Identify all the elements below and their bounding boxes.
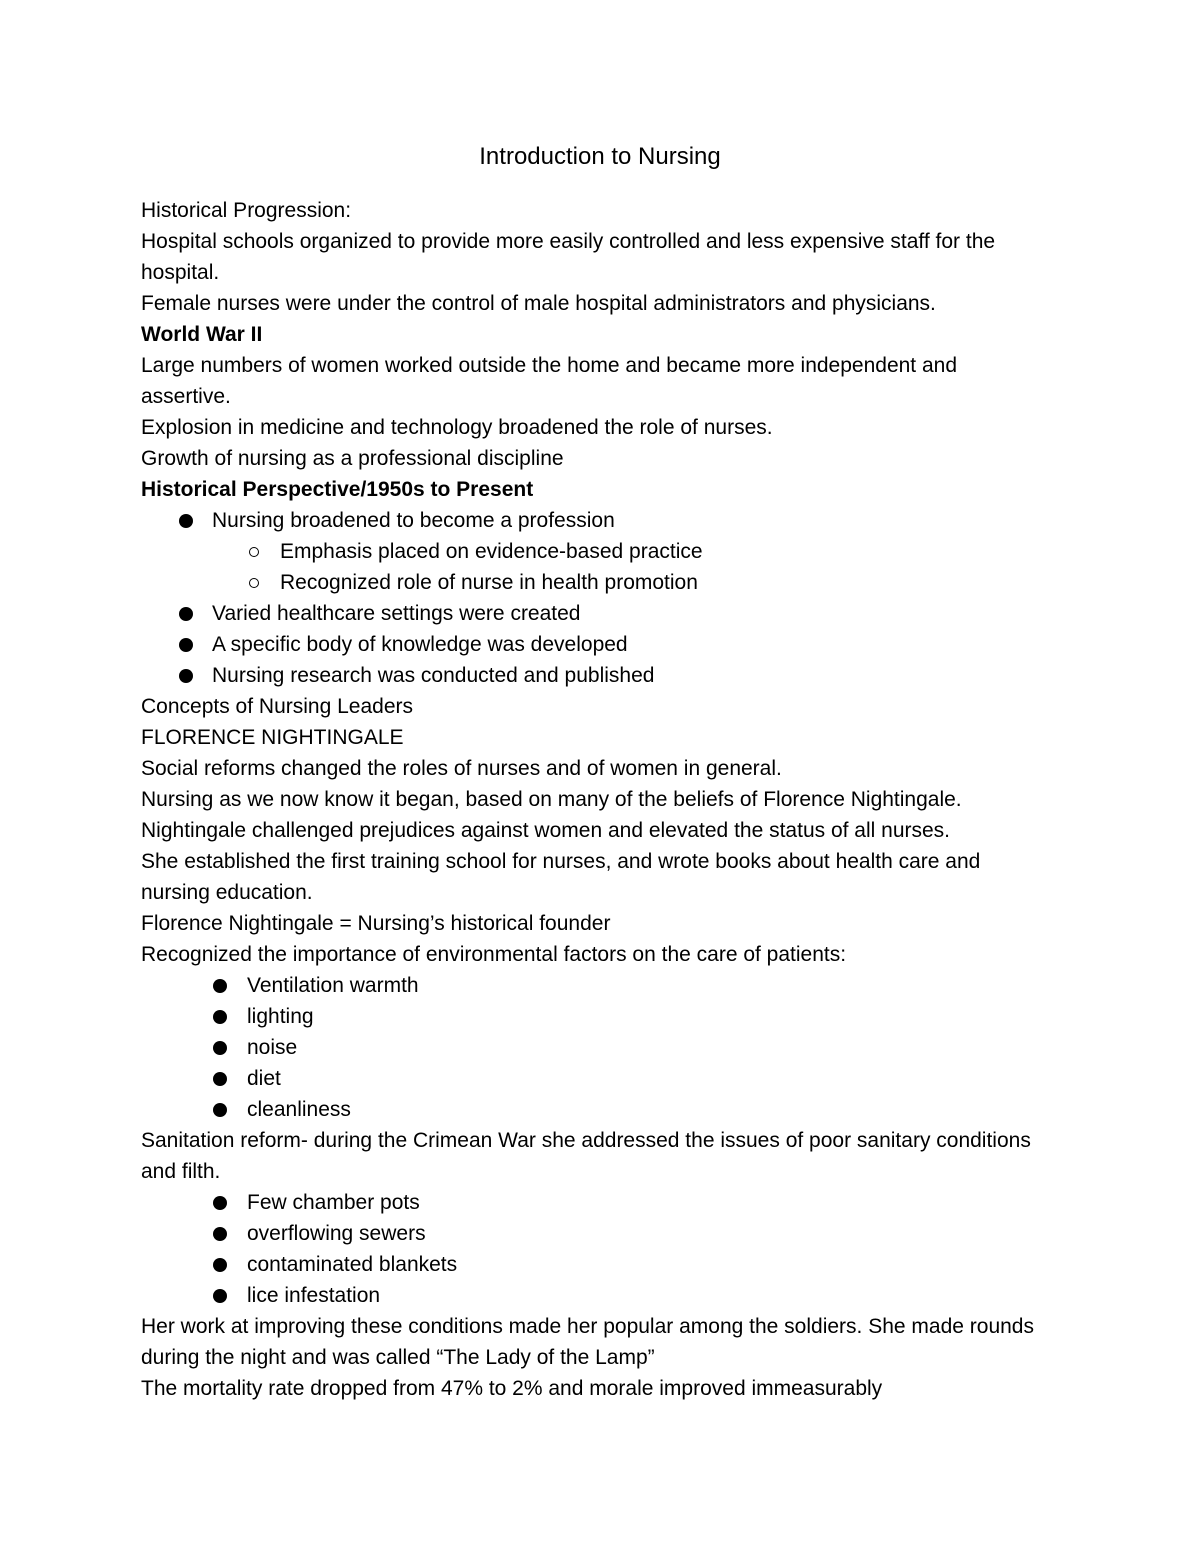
paragraph: Nightingale challenged prejudices against women and elevated the status of all nurses. (141, 819, 951, 842)
paragraph: Sanitation reform- during the Crimean War she addressed the issues of poor sanitary conditions and filth. (141, 1129, 1031, 1183)
sub-list-item-text: Emphasis placed on evidence-based practice (280, 540, 703, 563)
list-item (141, 660, 1041, 691)
section-heading-leaders: Concepts of Nursing Leaders (141, 695, 413, 718)
list-item (141, 970, 1041, 1001)
paragraph: Nursing as we now know it began, based on many of the beliefs of Florence Nightingale. (141, 788, 962, 811)
paragraph: Social reforms changed the roles of nurses and of women in general. (141, 757, 782, 780)
leader-name: FLORENCE NIGHTINGALE (141, 726, 404, 749)
list-item-text: lighting (247, 1005, 314, 1028)
list-item (141, 1218, 1041, 1249)
list-item-text: Nursing research was conducted and published (212, 664, 655, 687)
list-item (141, 505, 1041, 536)
list-item-text: A specific body of knowledge was developed (212, 633, 628, 656)
paragraph: Florence Nightingale = Nursing’s historical founder (141, 912, 611, 935)
paragraph: She established the first training school for nurses, and wrote books about health care and nursing education. (141, 850, 981, 904)
paragraph: Growth of nursing as a professional discipline (141, 447, 564, 470)
list-item-text: overflowing sewers (247, 1222, 426, 1245)
list-item-text: noise (247, 1036, 298, 1059)
list-item (141, 629, 1041, 660)
list-item-text: contaminated blankets (247, 1253, 458, 1276)
paragraph: Recognized the importance of environmental factors on the care of patients: (141, 943, 847, 966)
section-heading-perspective: Historical Perspective/1950s to Present (141, 478, 534, 501)
section-heading-historical-progression: Historical Progression: (141, 199, 352, 222)
paragraph: Her work at improving these conditions made her popular among the soldiers. She made rounds during the night and was called “The Lady of the Lamp” (141, 1315, 1034, 1369)
paragraph: The mortality rate dropped from 47% to 2% and morale improved immeasurably (141, 1377, 883, 1400)
document-body (141, 195, 1041, 1404)
sub-list-item (141, 536, 1041, 567)
hollow-bullet-icon (249, 578, 259, 588)
bullet-icon (213, 979, 227, 993)
list-item-text: diet (247, 1067, 281, 1090)
bullet-icon (213, 1258, 227, 1272)
document-title: Introduction to Nursing (479, 143, 721, 170)
bullet-icon (213, 1072, 227, 1086)
bullet-icon (213, 1103, 227, 1117)
paragraph: Hospital schools organized to provide more easily controlled and less expensive staff for the hospital. (141, 230, 996, 284)
bullet-icon (213, 1010, 227, 1024)
list-item (141, 1280, 1041, 1311)
section-heading-wwii: World War II (141, 323, 263, 346)
list-item-text: lice infestation (247, 1284, 381, 1307)
bullet-icon (179, 607, 193, 621)
bullet-icon (179, 638, 193, 652)
paragraph: Large numbers of women worked outside the home and became more independent and assertive. (141, 354, 958, 408)
bullet-icon (213, 1041, 227, 1055)
sub-list-item (141, 567, 1041, 598)
hollow-bullet-icon (249, 547, 259, 557)
list-item-text: Varied healthcare settings were created (212, 602, 581, 625)
bullet-icon (213, 1227, 227, 1241)
list-item-text: Few chamber pots (247, 1191, 420, 1214)
list-item (141, 1001, 1041, 1032)
bullet-icon (213, 1289, 227, 1303)
sub-list-item-text: Recognized role of nurse in health promotion (280, 571, 698, 594)
list-item (141, 1094, 1041, 1125)
list-item-text: Ventilation warmth (247, 974, 419, 997)
list-item (141, 1249, 1041, 1280)
list-item (141, 1187, 1041, 1218)
list-item (141, 1032, 1041, 1063)
bullet-icon (179, 669, 193, 683)
paragraph: Explosion in medicine and technology broadened the role of nurses. (141, 416, 773, 439)
bullet-icon (213, 1196, 227, 1210)
list-item (141, 1063, 1041, 1094)
list-item (141, 598, 1041, 629)
paragraph: Female nurses were under the control of male hospital administrators and physicians. (141, 292, 936, 315)
list-item-text: cleanliness (247, 1098, 351, 1121)
bullet-icon (179, 514, 193, 528)
list-item-text: Nursing broadened to become a profession (212, 509, 615, 532)
